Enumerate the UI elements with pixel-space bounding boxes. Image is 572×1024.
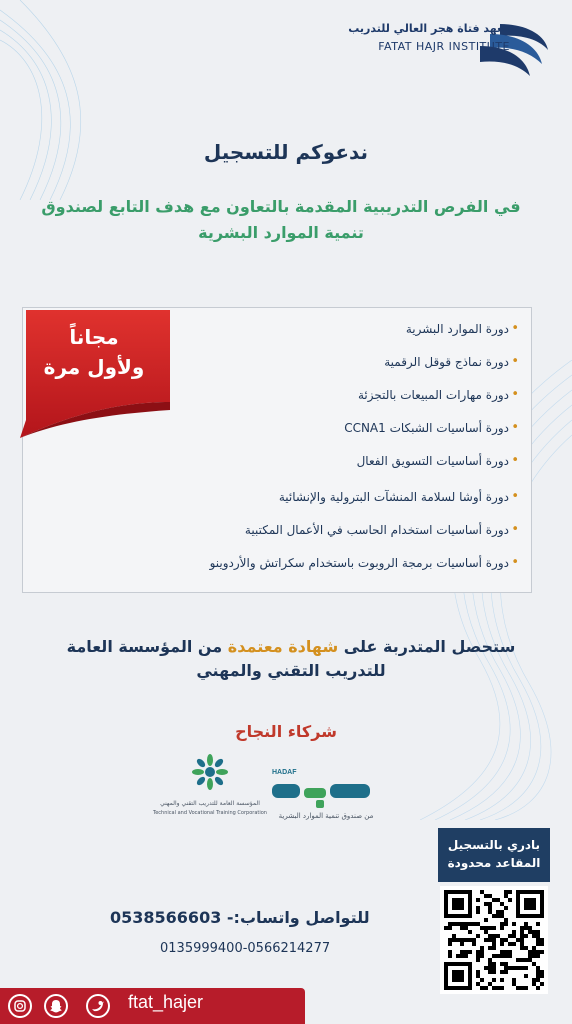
register-banner [438, 828, 550, 882]
whatsapp-number[interactable]: 0538566603 [110, 908, 222, 927]
qr-code[interactable] [440, 886, 548, 994]
certificate-part-1: ستحصل المتدربة على [338, 637, 516, 656]
social-footer [0, 988, 305, 1024]
course-list [210, 318, 519, 574]
tvtc-name-en: Technical and Vocational Training Corporation [153, 810, 267, 816]
free-ribbon-text [26, 322, 162, 382]
ribbon-line-1: مجاناً [69, 325, 119, 349]
register-line-1: بادري بالتسجيل [447, 838, 541, 852]
hadaf-name-ar: من صندوق تنمية الموارد البشرية [278, 812, 374, 820]
course-item: • دورة أساسيات التسويق الفعال [210, 450, 519, 472]
institute-name-en: FATAT HAJR INSTITUTE [378, 40, 510, 53]
course-item: • دورة الموارد البشرية [210, 318, 519, 340]
intro-text: في الفرص التدريبية المقدمة بالتعاون مع هدف التابع لصندوق تنمية الموارد البشرية [41, 197, 521, 242]
contact-label: للتواصل واتساب:- [226, 908, 370, 927]
ribbon-line-2: ولأول مرة [43, 355, 145, 379]
certificate-highlight: شهادة معتمدة [227, 637, 339, 656]
snapchat-icon[interactable] [44, 994, 68, 1018]
certificate-part-2: من المؤسسة العامة للتدريب التقني والمهني [66, 637, 386, 680]
contact-line [110, 908, 370, 927]
background-wave-top-left [0, 0, 160, 200]
invite-heading: ندعوكم للتسجيل [203, 140, 369, 164]
hadaf-logo-text: HADAF [272, 769, 297, 776]
course-item: • دورة أساسيات الشبكات CCNA1 [210, 417, 519, 439]
instagram-icon[interactable] [8, 994, 32, 1018]
tvtc-name-ar: المؤسسة العامة للتدريب التقني والمهني [160, 800, 260, 807]
twitter-icon[interactable] [86, 994, 110, 1018]
course-item: • دورة أساسيات برمجة الروبوت باستخدام سكراتش والأردوينو [210, 552, 519, 574]
course-item: • دورة نماذج قوقل الرقمية [210, 351, 519, 373]
register-line-2: المقاعد محدودة [447, 856, 541, 870]
phone-numbers[interactable]: 0135999400-0566214277 [160, 941, 331, 956]
institute-name-ar: معهد فتاة هجر العالي للتدريب [348, 22, 510, 35]
social-handle[interactable]: ftat_hajer [128, 992, 204, 1012]
course-item: • دورة أوشا لسلامة المنشآت البترولية والإنشائية [210, 486, 519, 508]
certificate-text [40, 635, 542, 683]
course-item: • دورة مهارات المبيعات بالتجزئة [210, 384, 519, 406]
course-item: • دورة أساسيات استخدام الحاسب في الأعمال المكتبية [210, 519, 519, 541]
partners-title: شركاء النجاح [235, 722, 337, 741]
